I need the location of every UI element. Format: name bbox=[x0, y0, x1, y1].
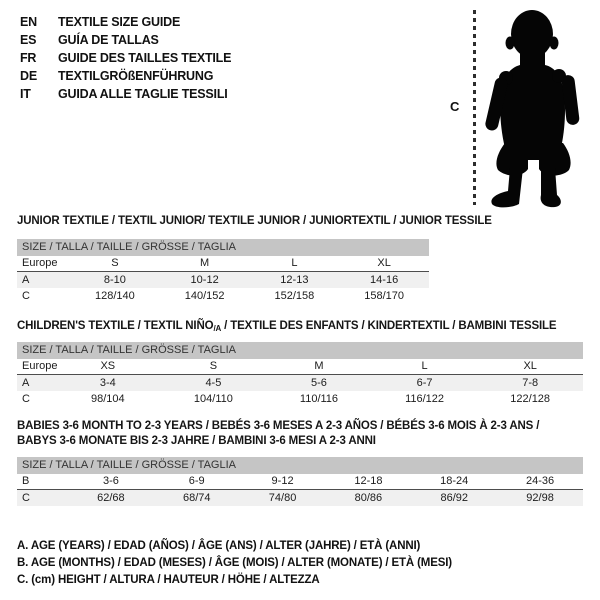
language-header bbox=[20, 13, 231, 103]
value-cell: 10-12 bbox=[190, 274, 219, 286]
row-label: A bbox=[22, 377, 30, 389]
title-subscript: /A bbox=[213, 324, 222, 333]
row-label: C bbox=[22, 492, 30, 504]
value-cell: 158/170 bbox=[364, 290, 404, 302]
table-row-height bbox=[17, 288, 429, 304]
value-cell: 86/92 bbox=[440, 492, 468, 504]
value-cell: 8-10 bbox=[103, 274, 126, 286]
value-cell: 3-4 bbox=[99, 377, 116, 389]
value-cell: 7-8 bbox=[522, 377, 539, 389]
row-label: C bbox=[22, 290, 30, 302]
value-cell: 80/86 bbox=[354, 492, 383, 504]
language-line-it bbox=[20, 85, 231, 103]
table-row-age bbox=[17, 272, 429, 288]
language-code: DE bbox=[20, 69, 37, 83]
size-header-bar: SIZE / TALLA / TAILLE / GRÖSSE / TAGLIA bbox=[17, 239, 429, 256]
value-cell: 152/158 bbox=[274, 290, 315, 302]
value-cell: 62/68 bbox=[97, 492, 125, 504]
value-cell: 110/116 bbox=[299, 393, 339, 405]
size-cell: L bbox=[421, 360, 428, 372]
language-code: ES bbox=[20, 33, 37, 47]
baby-silhouette-icon bbox=[482, 5, 595, 208]
legend-line-c: C. (cm) HEIGHT / ALTURA / HAUTEUR / HÖHE / ALTEZZA bbox=[17, 574, 320, 586]
size-cell: XL bbox=[523, 360, 537, 372]
language-code: IT bbox=[20, 87, 31, 101]
value-cell: 9-12 bbox=[271, 475, 294, 487]
language-code: EN bbox=[20, 15, 37, 29]
size-cell: S bbox=[209, 360, 218, 372]
value-cell: 122/128 bbox=[510, 393, 551, 405]
value-cell: 18-24 bbox=[440, 475, 469, 487]
junior-table-title: JUNIOR TEXTILE / TEXTIL JUNIOR/ TEXTILE JUNIOR / JUNIORTEXTIL / JUNIOR TESSILE bbox=[17, 215, 492, 227]
value-cell: 24-36 bbox=[525, 475, 555, 487]
title-text: CHILDREN'S TEXTILE / TEXTIL NIÑO bbox=[17, 320, 214, 332]
babies-size-table bbox=[17, 457, 583, 506]
size-cell: XL bbox=[377, 257, 391, 269]
value-cell: 140/152 bbox=[184, 290, 225, 302]
language-title: TEXTILGRÖßENFÜHRUNG bbox=[58, 69, 214, 83]
language-code: FR bbox=[20, 51, 37, 65]
table-row-age-months bbox=[17, 474, 583, 490]
legend-line-a: A. AGE (YEARS) / EDAD (AÑOS) / ÂGE (ANS) / ALTER (JAHRE) / ETÀ (ANNI) bbox=[17, 540, 421, 552]
table-row-age bbox=[17, 375, 583, 391]
language-line-fr bbox=[20, 49, 231, 67]
title-line-1: BABIES 3-6 MONTH TO 2-3 YEARS / BEBÉS 3-6 MESES A 2-3 AÑOS / BÉBÉS 3-6 MOIS À 2-3 ANS / bbox=[17, 420, 540, 432]
measure-legend bbox=[17, 538, 452, 589]
row-label: Europe bbox=[22, 360, 58, 372]
value-cell: 68/74 bbox=[182, 492, 211, 504]
language-title: GUÍA DE TALLAS bbox=[58, 33, 159, 47]
row-label: A bbox=[22, 274, 30, 286]
value-cell: 74/80 bbox=[268, 492, 297, 504]
language-line-en bbox=[20, 13, 231, 31]
value-cell: 6-7 bbox=[416, 377, 433, 389]
legend-line-b: B. AGE (MONTHS) / EDAD (MESES) / ÂGE (MOIS) / ALTER (MONATE) / ETÀ (MESI) bbox=[17, 557, 452, 569]
value-cell: 3-6 bbox=[102, 475, 119, 487]
table-row-europe bbox=[17, 359, 583, 375]
value-cell: 104/110 bbox=[193, 393, 233, 405]
table-row-height bbox=[17, 391, 583, 407]
language-line-de bbox=[20, 67, 231, 85]
value-cell: 12-18 bbox=[354, 475, 383, 487]
babies-table-title bbox=[17, 419, 539, 449]
size-header-bar: SIZE / TALLA / TAILLE / GRÖSSE / TAGLIA bbox=[17, 457, 583, 474]
value-cell: 98/104 bbox=[90, 393, 125, 405]
size-cell: S bbox=[111, 257, 119, 269]
children-size-table bbox=[17, 342, 583, 407]
size-cell: XS bbox=[100, 360, 116, 372]
language-title: GUIDA ALLE TAGLIE TESSILI bbox=[58, 87, 228, 101]
table-row-europe bbox=[17, 256, 429, 272]
row-label: Europe bbox=[22, 257, 58, 269]
row-label: C bbox=[22, 393, 30, 405]
value-cell: 5-6 bbox=[311, 377, 327, 389]
title-text: / TEXTILE DES ENFANTS / KINDERTEXTIL / BAMBINI TESSILE bbox=[221, 320, 557, 332]
value-cell: 92/98 bbox=[526, 492, 554, 504]
value-cell: 14-16 bbox=[370, 274, 399, 286]
language-title: GUIDE DES TAILLES TEXTILE bbox=[58, 51, 232, 65]
height-measure-dotted-line bbox=[473, 10, 476, 205]
row-label: B bbox=[22, 475, 30, 487]
size-header-bar: SIZE / TALLA / TAILLE / GRÖSSE / TAGLIA bbox=[17, 342, 583, 359]
size-cell: M bbox=[200, 257, 210, 269]
size-cell: L bbox=[291, 257, 298, 269]
value-cell: 128/140 bbox=[94, 290, 135, 302]
value-cell: 12-13 bbox=[280, 274, 309, 286]
size-cell: M bbox=[314, 360, 324, 372]
title-line-2: BABYS 3-6 MONATE BIS 2-3 JAHRE / BAMBINI 3-6 MESI A 2-3 ANNI bbox=[17, 435, 376, 447]
junior-size-table bbox=[17, 239, 429, 304]
value-cell: 116/122 bbox=[405, 393, 445, 405]
value-cell: 6-9 bbox=[188, 475, 205, 487]
language-line-es bbox=[20, 31, 231, 49]
measure-label-c: C bbox=[450, 99, 460, 114]
children-table-title bbox=[17, 320, 556, 333]
table-row-height bbox=[17, 490, 583, 506]
language-title: TEXTILE SIZE GUIDE bbox=[58, 15, 181, 29]
value-cell: 4-5 bbox=[205, 377, 222, 389]
